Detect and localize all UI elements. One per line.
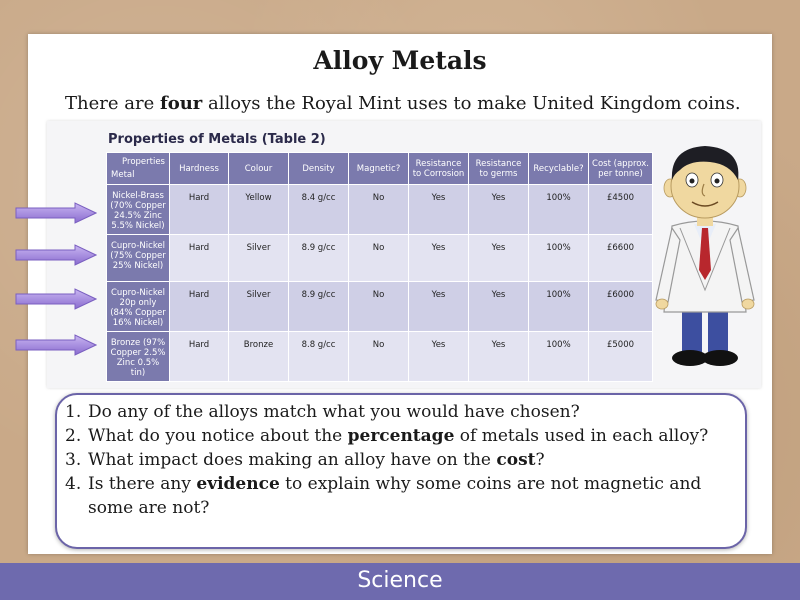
table-cell: Hard xyxy=(170,185,229,235)
table-cell: No xyxy=(349,282,409,332)
question-text: of metals used in each alloy? xyxy=(454,426,709,446)
table-cell: Yes xyxy=(469,185,529,235)
intro-bold: four xyxy=(159,93,203,114)
question-item xyxy=(65,448,735,472)
row-header-metal: Nickel-Brass (70% Copper 24.5% Zinc 5.5% Nickel) xyxy=(107,185,170,235)
right-arrow-icon xyxy=(15,202,97,224)
properties-table xyxy=(106,152,653,382)
column-header: Density xyxy=(289,153,349,185)
corner-properties-label: Properties xyxy=(122,157,165,167)
question-number: 2. xyxy=(65,426,82,446)
table-cell: Hard xyxy=(170,282,229,332)
table-title: Properties of Metals (Table 2) xyxy=(108,132,326,147)
right-arrow-icon xyxy=(15,334,97,356)
questions-list xyxy=(65,400,735,520)
intro-after: alloys the Royal Mint uses to make United Kingdom coins. xyxy=(202,93,741,114)
table-cell: Yes xyxy=(469,282,529,332)
question-keyword: cost xyxy=(496,450,536,470)
table-cell: 100% xyxy=(529,185,589,235)
table-header-row xyxy=(107,153,653,185)
table-cell: Hard xyxy=(170,235,229,282)
intro-before: There are xyxy=(65,93,160,114)
table-corner-header xyxy=(107,153,170,185)
table-cell: Yes xyxy=(469,332,529,382)
footer-label: Science xyxy=(357,568,443,593)
table-cell: Yes xyxy=(409,235,469,282)
table-cell: Silver xyxy=(229,282,289,332)
column-header: Magnetic? xyxy=(349,153,409,185)
table-cell: Silver xyxy=(229,235,289,282)
footer-bar xyxy=(0,563,800,600)
column-header: Cost (approx. per tonne) xyxy=(589,153,653,185)
table-cell: 100% xyxy=(529,282,589,332)
question-text: to explain why some coins are not magnetic and some are not? xyxy=(88,474,702,518)
right-arrow-icon xyxy=(15,244,97,266)
table-cell: No xyxy=(349,235,409,282)
column-header: Resistance to germs xyxy=(469,153,529,185)
table-cell: Bronze xyxy=(229,332,289,382)
question-number: 1. xyxy=(65,402,82,422)
table-cell: Yes xyxy=(409,332,469,382)
table-cell: Yes xyxy=(409,282,469,332)
table-cell: Yellow xyxy=(229,185,289,235)
table-row xyxy=(107,185,653,235)
table-cell: Yes xyxy=(469,235,529,282)
question-item xyxy=(65,424,735,448)
table-cell: £5000 xyxy=(589,332,653,382)
question-text: Is there any xyxy=(88,474,197,494)
right-arrow-icon xyxy=(15,288,97,310)
question-text: What impact does making an alloy have on the xyxy=(88,450,497,470)
column-header: Resistance to Corrosion xyxy=(409,153,469,185)
column-header: Recyclable? xyxy=(529,153,589,185)
table-cell: 8.8 g/cc xyxy=(289,332,349,382)
row-header-metal: Cupro-Nickel (75% Copper 25% Nickel) xyxy=(107,235,170,282)
table-row xyxy=(107,235,653,282)
table-cell: 100% xyxy=(529,235,589,282)
table-row xyxy=(107,282,653,332)
question-text: ? xyxy=(535,450,545,470)
table-cell: £6000 xyxy=(589,282,653,332)
question-number: 3. xyxy=(65,450,82,470)
table-cell: No xyxy=(349,332,409,382)
column-header: Hardness xyxy=(170,153,229,185)
question-keyword: percentage xyxy=(347,426,455,446)
table-cell: Hard xyxy=(170,332,229,382)
table-cell: £4500 xyxy=(589,185,653,235)
table-cell: 8.9 g/cc xyxy=(289,282,349,332)
question-text: Do any of the alloys match what you would have chosen? xyxy=(88,402,580,422)
question-item xyxy=(65,400,735,424)
row-header-metal: Cupro-Nickel 20p only (84% Copper 16% Nickel) xyxy=(107,282,170,332)
row-header-metal: Bronze (97% Copper 2.5% Zinc 0.5% tin) xyxy=(107,332,170,382)
column-header: Colour xyxy=(229,153,289,185)
scientist-illustration xyxy=(650,140,760,372)
intro-text xyxy=(65,93,765,114)
question-text: What do you notice about the xyxy=(88,426,348,446)
question-item xyxy=(65,472,735,520)
table-cell: No xyxy=(349,185,409,235)
table-cell: Yes xyxy=(409,185,469,235)
table-cell: 8.4 g/cc xyxy=(289,185,349,235)
table-row xyxy=(107,332,653,382)
table-cell: £6600 xyxy=(589,235,653,282)
question-number: 4. xyxy=(65,474,82,494)
corner-metal-label: Metal xyxy=(111,170,135,180)
page-title: Alloy Metals xyxy=(313,46,487,75)
table-cell: 8.9 g/cc xyxy=(289,235,349,282)
question-keyword: evidence xyxy=(196,474,280,494)
table-cell: 100% xyxy=(529,332,589,382)
